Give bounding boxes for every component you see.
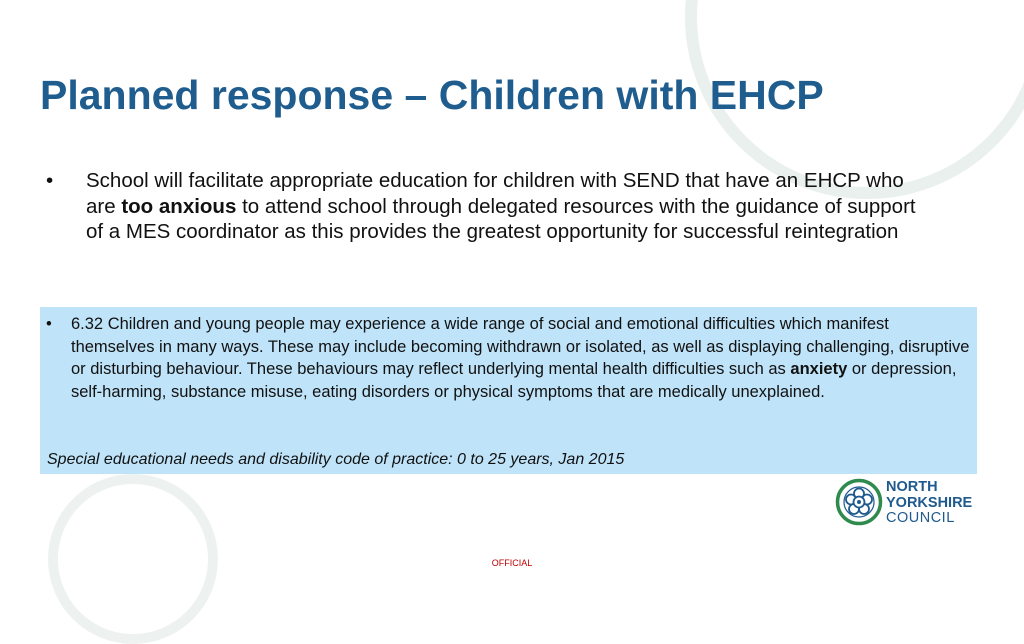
main-bullet-text <box>86 168 926 245</box>
logo-line-3: COUNCIL <box>886 510 955 526</box>
slide-title: Planned response – Children with EHCP <box>40 72 824 118</box>
quote-citation: Special educational needs and disability code of practice: 0 to 25 years, Jan 2015 <box>47 451 625 468</box>
logo-line-1: NORTH <box>886 479 938 495</box>
quote-emphasis: anxiety <box>790 360 848 379</box>
north-yorkshire-council-logo <box>835 478 980 530</box>
bullet-marker: • <box>46 169 54 192</box>
quote-text <box>71 313 971 403</box>
quote-text-start: 6.32 Children and young people may experience a wide range of social and emotional difficulties which manifest themselves in many ways. These may include becoming withdrawn or isolated, as well as displaying challenging, disruptive or disturbing behaviour. These behaviours may reflect underlying mental health difficulties such as <box>71 315 970 379</box>
quote-bullet <box>46 313 971 403</box>
rose-emblem-icon <box>835 478 883 526</box>
logo-line-2: YORKSHIRE <box>886 494 973 511</box>
quote-bullet-marker: • <box>46 315 52 333</box>
quote-box <box>40 307 977 474</box>
logo-wordmark <box>886 480 972 527</box>
main-bullet <box>46 168 926 245</box>
main-bullet-text-end: to attend school through delegated resources with the guidance of support of a MES coordinator as this provides the greatest opportunity for successful reintegration <box>86 194 916 243</box>
quote-text-end: or depression, self-harming, substance misuse, eating disorders or physical symptoms that are medically unexplained. <box>71 360 957 401</box>
main-bullet-emphasis: too anxious <box>121 194 237 218</box>
classification-label: OFFICIAL <box>491 558 533 568</box>
main-bullet-text-start: School will facilitate appropriate education for children with SEND that have an EHCP who are <box>86 169 904 218</box>
